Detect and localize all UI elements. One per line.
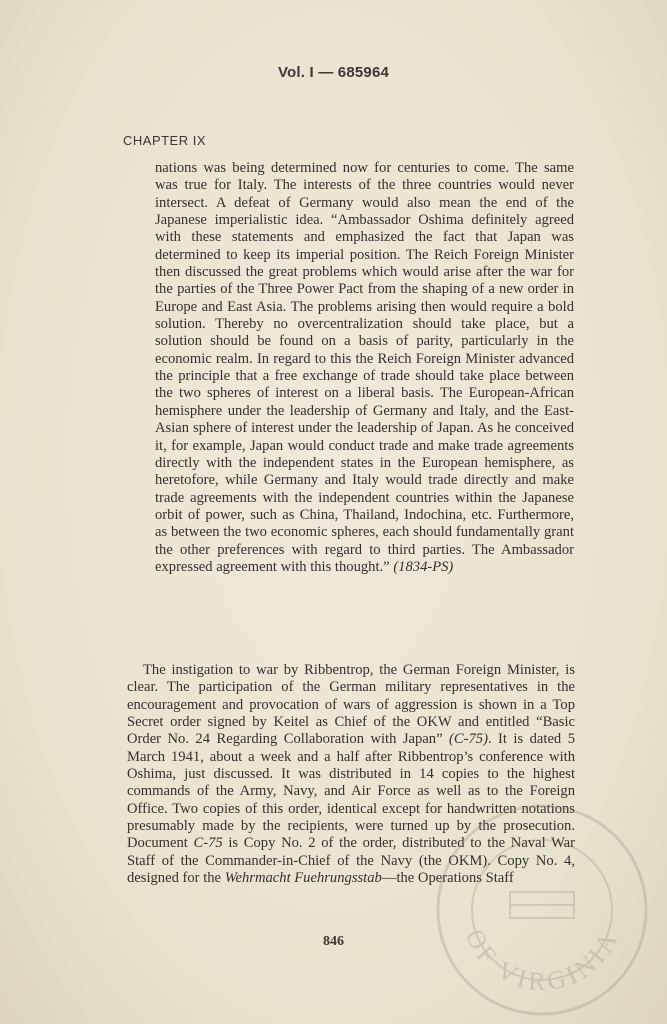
quote-text: nations was being determined now for centuries to come. The same was true for Italy. The interests of the three countries would never intersect. A defeat of Germany would also mean the end of the Japanese imperialistic idea. “Ambassador Oshima definitely agreed with these statements and emphasized the fact that Japan was determined to keep its imperial position. The Reich Foreign Minister then discussed the great problems which would arise after the war for the parties of the Three Power Pact from the shaping of a new order in Europe and East Asia. The problems arising then would require a bold solution. Thereby no overcentralization should take place, but a solution should be found on a basis of parity, particularly in the economic realm. In regard to this the Reich Foreign Minister advanced the principle that a free exchange of trade should take place between the two spheres of interest on a liberal basis. The European-African hemisphere under the leadership of Germany and Italy, and the East-Asian sphere of interest under the leadership of Japan. As he conceived it, for example, Japan would conduct trade and make trade agreements directly with the independent states in the European hemisphere, as heretofore, while Germany and Italy would trade directly and make trade agreements with the independent countries within the Japanese orbit of power, such as China, Thailand, Indochina, etc. Furthermore, as between the two economic spheres, each should fundamentally grant the other preferences with regard to third parties. The Ambassador expressed agreement with this thought.” [155, 160, 574, 575]
library-seal-watermark [432, 800, 652, 1020]
chapter-heading: CHAPTER IX [123, 133, 207, 148]
citation-c75: (C-75) [449, 731, 488, 748]
para-text-2: . It is dated 5 March 1941, about a week and a half after Ribbentrop’s conference with Oshima, just discussed. It was distributed in 14 copies to the highest commands of the Army, Navy, and Air Force as well as to the Foreign Office. Two copies of this order, identical except for handwritten notations presumably made by the recipients, were turned up by the prosecution. Document [127, 731, 575, 852]
para-text-3: is Copy No. 2 of the order, distributed to the Naval War Staff of the Commander-in-Chief of the Navy (the OKM). Copy No. 4, designed for the [127, 835, 575, 887]
page-number: 846 [323, 934, 344, 949]
svg-text:OF VIRGINIA [460, 925, 625, 997]
para-text-4: —the Operations Staff [381, 870, 514, 887]
citation-c75-doc: C-75 [193, 835, 223, 852]
seal-text: OF VIRGINIA [459, 924, 625, 997]
volume-header: Vol. I — 685964 [277, 64, 390, 81]
wehrmacht-term: Wehrmacht Fuehrungsstab [224, 870, 382, 887]
quote-citation: (1834-PS) [393, 558, 454, 575]
para-text-1: The instigation to war by Ribbentrop, the German Foreign Minister, is clear. The participation of the German military representatives in the encouragement and provocation of wars of aggression is shown in a Top Secret order signed by Keitel as Chief of the OKW and entitled “Basic Order No. 24 Regarding Collaboration with Japan” [127, 662, 575, 748]
quoted-paragraph [155, 160, 574, 576]
